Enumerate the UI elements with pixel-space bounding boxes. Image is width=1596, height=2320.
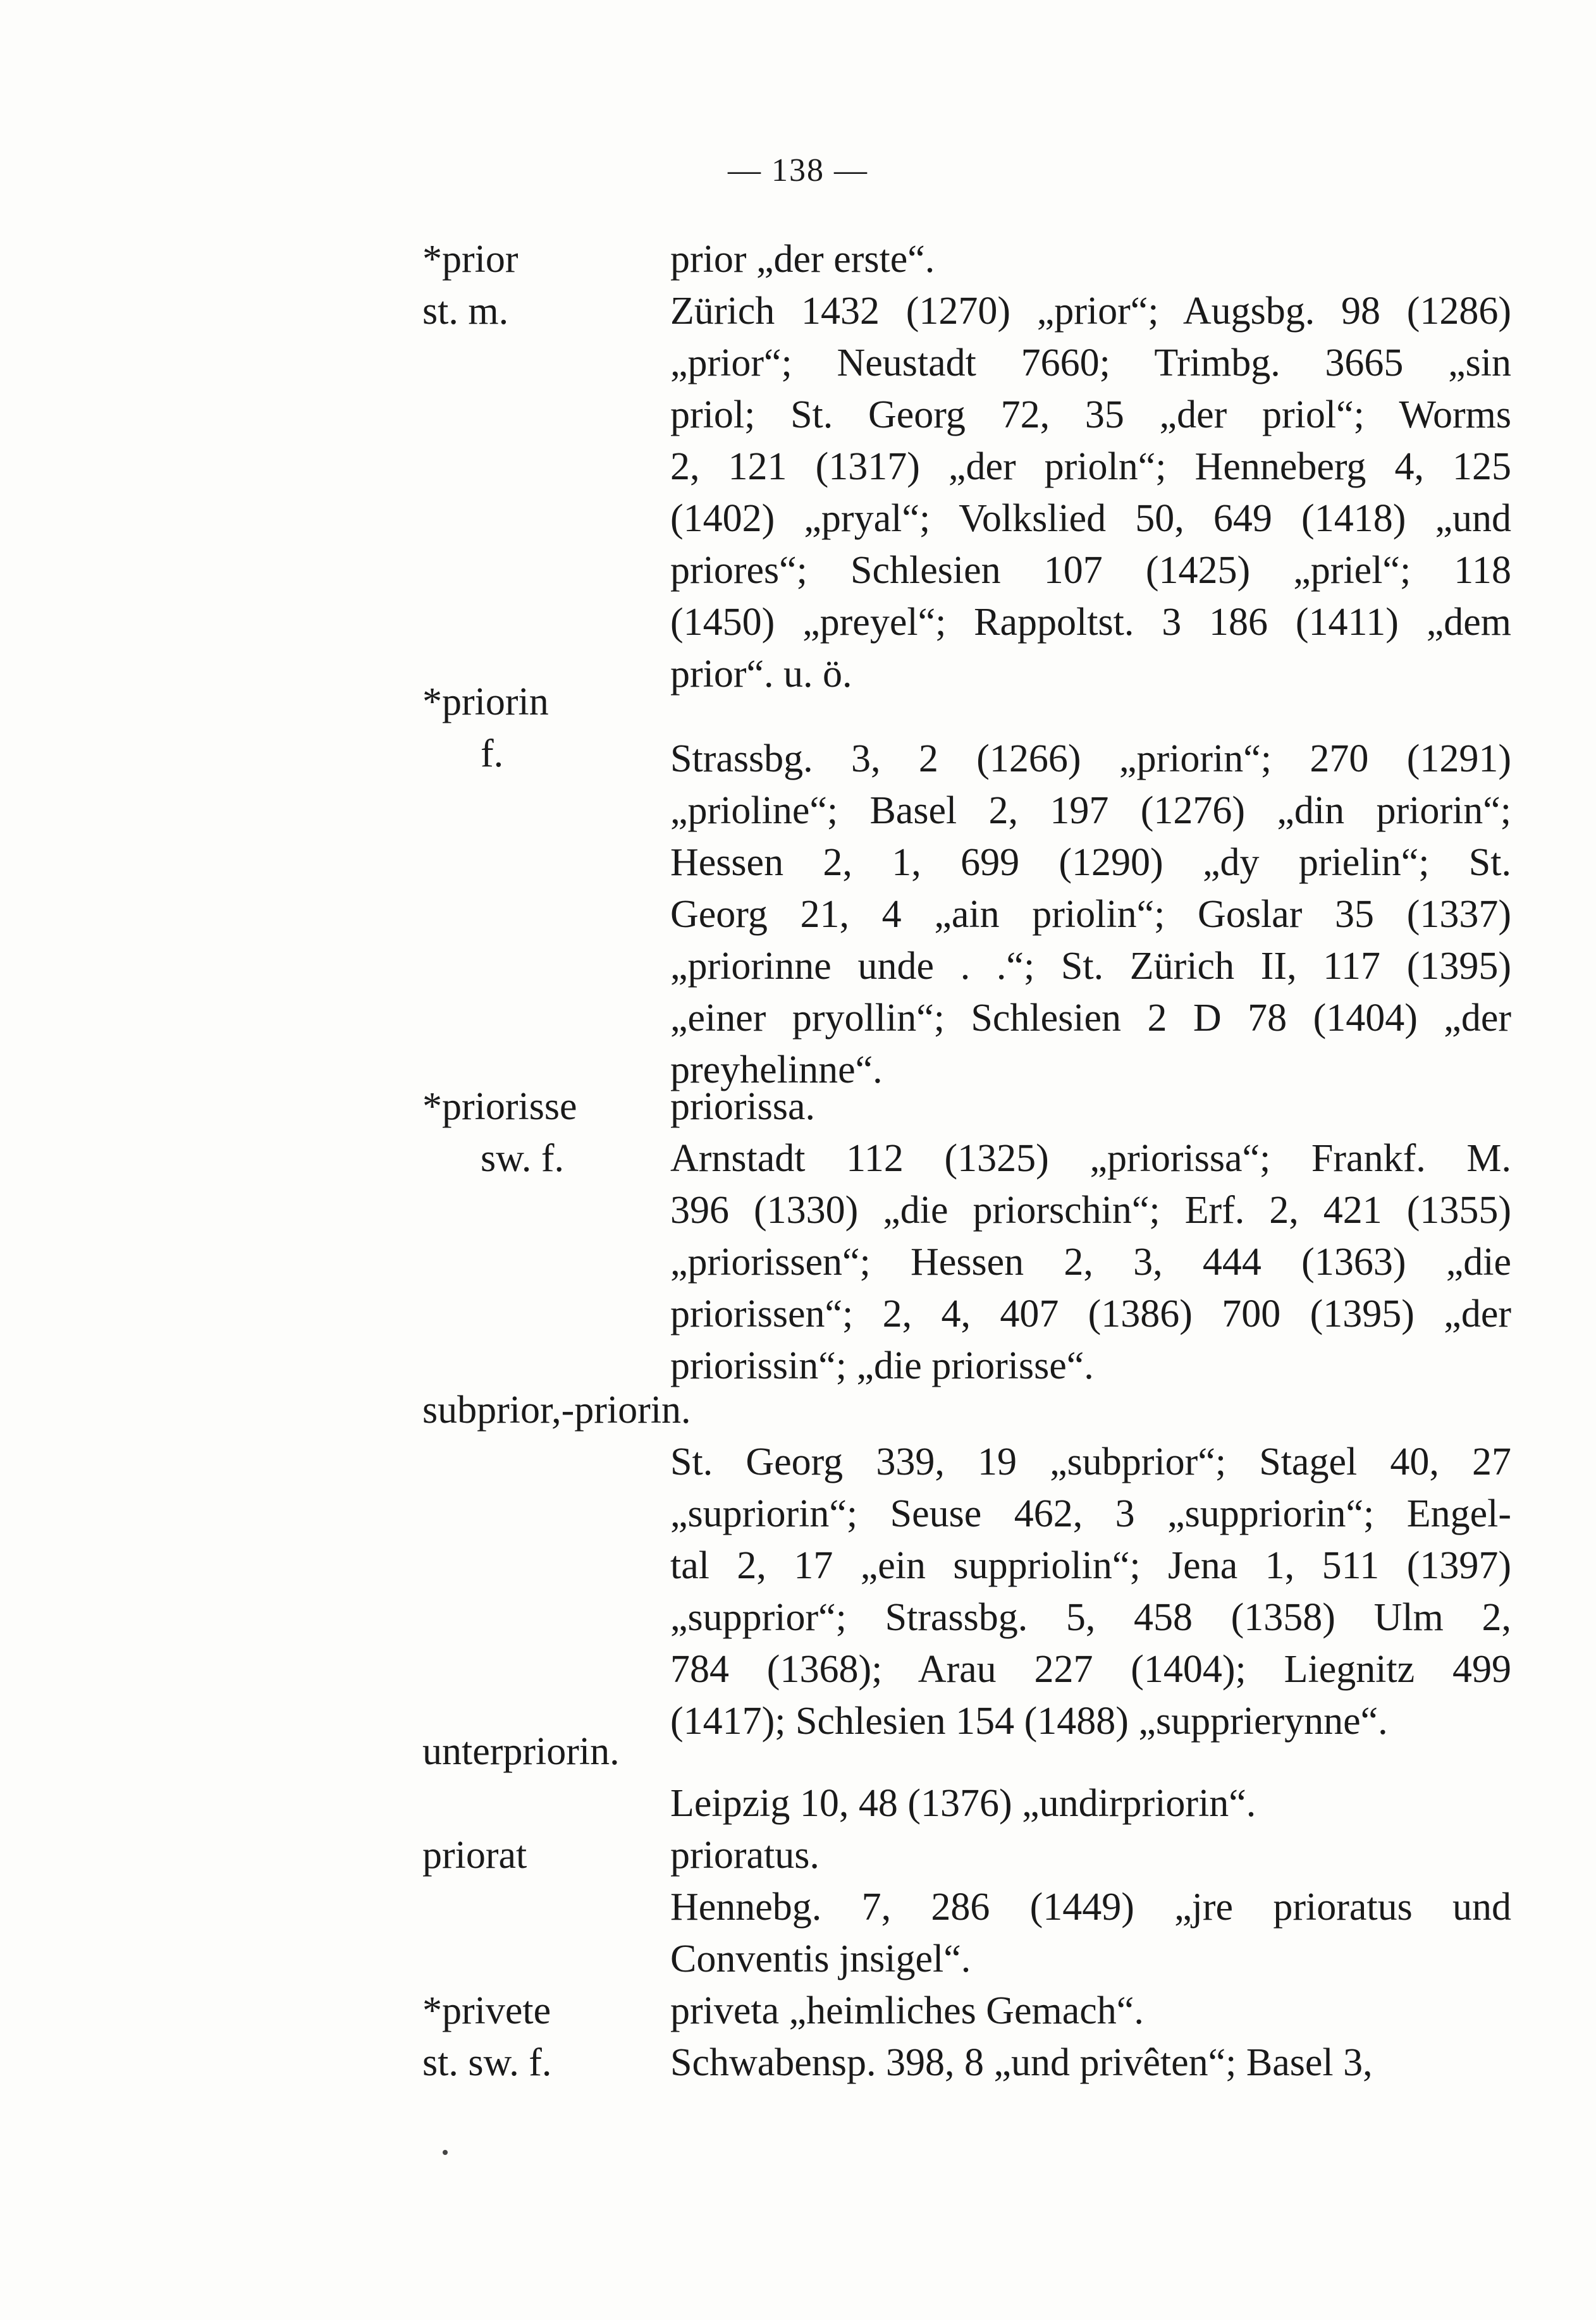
entry-lemma-unterpriorin: unterpriorin. [422,1730,620,1773]
entry-lemma-priorin: *priorin [422,680,549,723]
entry-citation-line: Hennebg. 7, 286 (1449) „jre prioratus und [670,1886,1511,1929]
entry-lemma-subprior: subprior,-priorin. [422,1389,691,1432]
entry-citation-line: Arnstadt 112 (1325) „priorissa“; Frankf. M. [670,1137,1511,1180]
entry-citation-line: Georg 21, 4 „ain priolin“; Goslar 35 (1337) [670,893,1511,936]
entry-citation-line: „supprior“; Strassbg. 5, 458 (1358) Ulm 2, [670,1596,1511,1639]
entry-citation-line: tal 2, 17 „ein suppriolin“; Jena 1, 511 (1397) [670,1544,1511,1587]
entry-citation-line: (1417); Schlesien 154 (1488) „supprierynne“. [670,1700,1388,1743]
entry-citation-line: Hessen 2, 1, 699 (1290) „dy prielin“; St. [670,841,1511,884]
entry-definition-privete: priveta „heimliches Gemach“. [670,1989,1144,2032]
entry-grammar-prior: st. m. [422,290,509,333]
entry-citation-line: priorissin“; „die priorisse“. [670,1344,1094,1387]
entry-citation-line: priol; St. Georg 72, 35 „der priol“; Worms [670,393,1511,436]
entry-citation-line: „prior“; Neustadt 7660; Trimbg. 3665 „sin [670,341,1511,384]
entry-citation-line: Zürich 1432 (1270) „prior“; Augsbg. 98 (1286) [670,290,1511,333]
entry-citation-line: 396 (1330) „die priorschin“; Erf. 2, 421 (1355) [670,1189,1511,1232]
entry-citation-line: „prioline“; Basel 2, 197 (1276) „din priorin“; [670,789,1511,832]
entry-citation-line: „einer pryollin“; Schlesien 2 D 78 (1404) „der [670,997,1511,1040]
entry-citation-line: prior“. u. ö. [670,653,852,696]
entry-lemma-privete: *privete [422,1989,551,2032]
speck-mark [443,2150,448,2155]
entry-citation-line: St. Georg 339, 19 „subprior“; Stagel 40, 27 [670,1440,1511,1483]
entry-citation-line: 784 (1368); Arau 227 (1404); Liegnitz 499 [670,1648,1511,1691]
entry-grammar-priorisse: sw. f. [481,1137,565,1180]
entry-grammar-privete: st. sw. f. [422,2041,552,2084]
entry-citation-line: „priorinne unde . .“; St. Zürich II, 117 (1395) [670,945,1511,988]
entry-lemma-prior: *prior [422,238,519,281]
entry-lemma-priorat: priorat [422,1834,527,1877]
entry-citation-line: 2, 121 (1317) „der prioln“; Henneberg 4, 125 [670,445,1511,488]
entry-citation-line: Schwabensp. 398, 8 „und privêten“; Basel 3, [670,2041,1373,2084]
entry-citation-line: „priorissen“; Hessen 2, 3, 444 (1363) „die [670,1241,1511,1284]
entry-citation-line: (1450) „preyel“; Rappoltst. 3 186 (1411) „dem [670,601,1511,644]
entry-citation-line: Leipzig 10, 48 (1376) „undirpriorin“. [670,1782,1256,1825]
page-number: — 138 — [728,152,868,188]
entry-definition-priorat: prioratus. [670,1834,819,1877]
entry-definition-prior: prior „der erste“. [670,238,935,281]
entry-citation-line: (1402) „pryal“; Volkslied 50, 649 (1418) „und [670,497,1511,540]
entry-citation-line: preyhelinne“. [670,1048,883,1091]
entry-lemma-priorisse: *priorisse [422,1085,577,1128]
entry-grammar-priorin: f. [481,732,504,775]
entry-definition-priorisse: priorissa. [670,1085,816,1128]
entry-citation-line: priorissen“; 2, 4, 407 (1386) 700 (1395) „der [670,1292,1511,1335]
entry-citation-line: „supriorin“; Seuse 462, 3 „suppriorin“; Engel- [670,1492,1511,1535]
entry-citation-line: Conventis jnsigel“. [670,1937,971,1980]
entry-citation-line: Strassbg. 3, 2 (1266) „priorin“; 270 (1291) [670,737,1511,780]
entry-citation-line: priores“; Schlesien 107 (1425) „priel“; 118 [670,549,1511,592]
